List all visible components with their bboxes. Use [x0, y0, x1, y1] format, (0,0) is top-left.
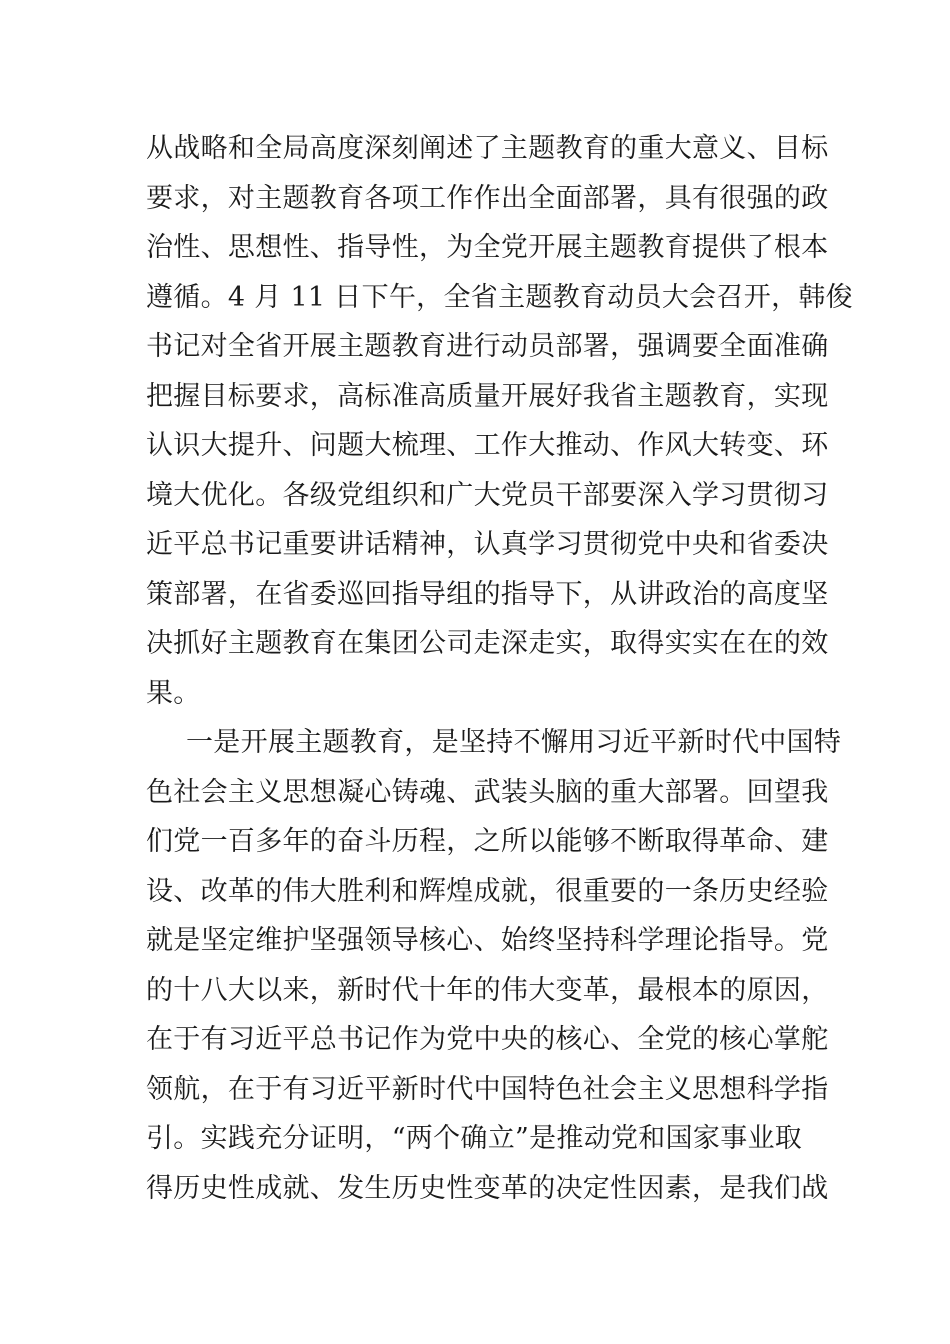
paragraph-1-line-4: 遵循。4 月 11 日下午，全省主题教育动员大会召开，韩俊 [146, 281, 853, 313]
paragraph-1-line-6: 把握目标要求，高标准高质量开展好我省主题教育，实现 [146, 380, 829, 412]
paragraph-2-line-5: 就是坚定维护坚强领导核心、始终坚持科学理论指导。党 [146, 925, 829, 956]
paragraph-1-line-7: 认识大提升、问题大梳理、工作大推动、作风大转变、环 [146, 430, 829, 461]
paragraph-2-line-6: 的十八大以来，新时代十年的伟大变革，最根本的原因， [146, 974, 829, 1006]
paragraph-1-line-10: 策部署，在省委巡回指导组的指导下，从讲政治的高度坚 [146, 578, 829, 610]
paragraph-1-line-1: 从战略和全局高度深刻阐述了主题教育的重大意义、目标 [146, 133, 829, 164]
paragraph-1-line-8: 境大优化。各级党组织和广大党员干部要深入学习贯彻习 [146, 479, 829, 511]
paragraph-1-line-3: 治性、思想性、指导性，为全党开展主题教育提供了根本 [146, 232, 829, 263]
paragraph-2-line-9: 引。实践充分证明，“两个确立”是推动党和国家事业取 [146, 1123, 803, 1154]
paragraph-2-line-3: 们党一百多年的奋斗历程，之所以能够不断取得革命、建 [146, 826, 829, 857]
paragraph-1-line-5: 书记对全省开展主题教育进行动员部署，强调要全面准确 [146, 331, 829, 362]
paragraph-2-line-10: 得历史性成就、发生历史性变革的决定性因素，是我们战 [146, 1172, 829, 1204]
paragraph-2-line-7: 在于有习近平总书记作为党中央的核心、全党的核心掌舵 [146, 1024, 829, 1055]
paragraph-2-line-1: 一是开展主题教育，是坚持不懈用习近平新时代中国特 [186, 727, 842, 758]
paragraph-1-line-12: 果。 [146, 677, 201, 709]
paragraph-2-line-2: 色社会主义思想凝心铸魂、武装头脑的重大部署。回望我 [146, 776, 829, 808]
paragraph-1-line-11: 决抓好主题教育在集团公司走深走实，取得实实在在的效 [146, 628, 829, 659]
paragraph-1-line-9: 近平总书记重要讲话精神，认真学习贯彻党中央和省委决 [146, 529, 829, 560]
paragraph-2-line-8: 领航，在于有习近平新时代中国特色社会主义思想科学指 [146, 1073, 829, 1105]
paragraph-2-line-4: 设、改革的伟大胜利和辉煌成就，很重要的一条历史经验 [146, 875, 829, 907]
paragraph-1-line-2: 要求，对主题教育各项工作作出全面部署，具有很强的政 [146, 182, 829, 214]
